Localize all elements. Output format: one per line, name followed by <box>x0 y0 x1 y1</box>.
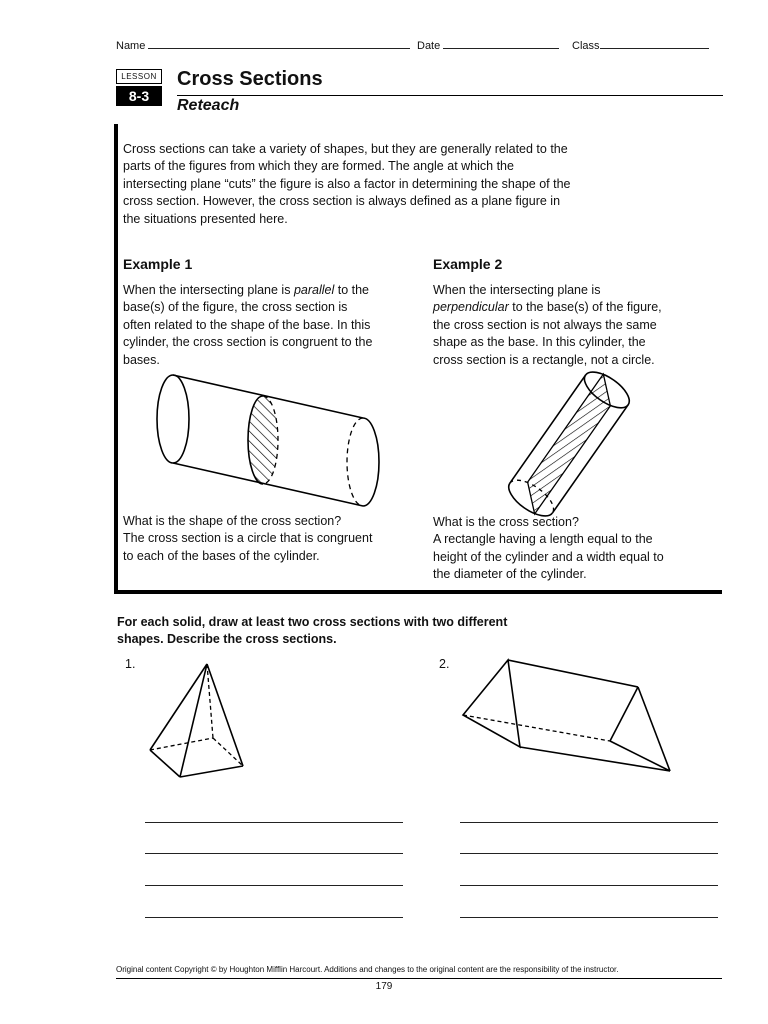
box-bottom-border <box>114 590 722 594</box>
intro-paragraph <box>123 141 683 228</box>
example1-text <box>123 282 423 369</box>
example2-answer-line: the diameter of the cylinder. <box>433 567 587 582</box>
page-number: 179 <box>375 981 393 992</box>
answer-line-1c[interactable] <box>145 885 403 886</box>
name-label: Name <box>116 40 146 52</box>
answer-line-2d[interactable] <box>460 917 718 918</box>
problem-1-number: 1. <box>125 657 136 671</box>
example1-answer-line: The cross section is a circle that is congruent <box>123 531 373 546</box>
title-rule <box>177 95 723 96</box>
example2-line: shape as the base. In this cylinder, the <box>433 335 646 350</box>
date-blank[interactable] <box>443 38 559 49</box>
example1-heading: Example 1 <box>123 256 193 272</box>
intro-line: intersecting plane “cuts” the figure is also a factor in determining the shape of the <box>123 176 571 191</box>
name-blank[interactable] <box>148 38 410 49</box>
answer-line-1b[interactable] <box>145 853 403 854</box>
copyright-note: Original content Copyright © by Houghton Mifflin Harcourt. Additions and changes to the original content are the responsibility of the instructor. <box>116 965 619 974</box>
instruction-line: shapes. Describe the cross sections. <box>117 632 337 647</box>
example1-qa <box>123 513 423 565</box>
example2-qa <box>433 514 723 584</box>
class-blank[interactable] <box>600 38 709 49</box>
page-subtitle: Reteach <box>177 97 240 114</box>
answer-line-2c[interactable] <box>460 885 718 886</box>
example1-text-post: to the <box>334 283 369 297</box>
example1-line: bases. <box>123 352 160 367</box>
example2-text-post: to the base(s) of the figure, <box>508 300 662 315</box>
example2-line: the cross section is not always the same <box>433 317 657 332</box>
date-field[interactable] <box>417 38 559 52</box>
answer-line-1a[interactable] <box>145 822 403 823</box>
page-title: Cross Sections <box>177 68 323 90</box>
lesson-word: LESSON <box>116 69 162 84</box>
class-field[interactable] <box>572 38 709 52</box>
example2-question: What is the cross section? <box>433 515 579 529</box>
example2-answer-line: height of the cylinder and a width equal to <box>433 549 664 564</box>
pyramid-figure <box>145 662 250 782</box>
intro-line: Cross sections can take a variety of shapes, but they are generally related to the <box>123 142 568 156</box>
example2-line: When the intersecting plane is <box>433 283 601 297</box>
answer-line-1d[interactable] <box>145 917 403 918</box>
footer-rule <box>116 978 722 979</box>
example2-text <box>433 282 723 369</box>
intro-line: the situations presented here. <box>123 211 288 226</box>
intro-line: parts of the figures from which they are formed. The angle at which the <box>123 159 514 174</box>
example2-heading: Example 2 <box>433 256 503 272</box>
example2-line: cross section is a rectangle, not a circle. <box>433 352 655 367</box>
date-label: Date <box>417 40 441 52</box>
example1-answer-line: to each of the bases of the cylinder. <box>123 548 320 563</box>
example1-line: cylinder, the cross section is congruent to the <box>123 335 373 350</box>
example1-text-pre: When the intersecting plane is <box>123 283 294 297</box>
lesson-badge <box>116 69 162 105</box>
exercise-instructions <box>117 614 677 649</box>
horizontal-cylinder-figure <box>150 372 385 512</box>
intro-line: cross section. However, the cross section is always defined as a plane figure in <box>123 194 561 209</box>
lesson-number: 8-3 <box>116 86 162 106</box>
example1-line: base(s) of the figure, the cross section is <box>123 300 348 315</box>
triangular-prism-figure <box>458 655 678 775</box>
example1-question: What is the shape of the cross section? <box>123 514 342 528</box>
box-left-border <box>114 124 118 594</box>
name-field[interactable] <box>116 38 410 52</box>
instruction-line: For each solid, draw at least two cross sections with two different <box>117 615 508 629</box>
example1-text-em: parallel <box>293 283 335 297</box>
example1-line: often related to the shape of the base. In this <box>123 317 371 332</box>
problem-2-number: 2. <box>439 657 450 671</box>
answer-line-2b[interactable] <box>460 853 718 854</box>
example2-text-em: perpendicular <box>433 300 509 315</box>
answer-line-2a[interactable] <box>460 822 718 823</box>
class-label: Class <box>572 40 600 52</box>
example2-answer-line: A rectangle having a length equal to the <box>433 532 653 547</box>
tilted-cylinder-figure <box>505 372 630 512</box>
